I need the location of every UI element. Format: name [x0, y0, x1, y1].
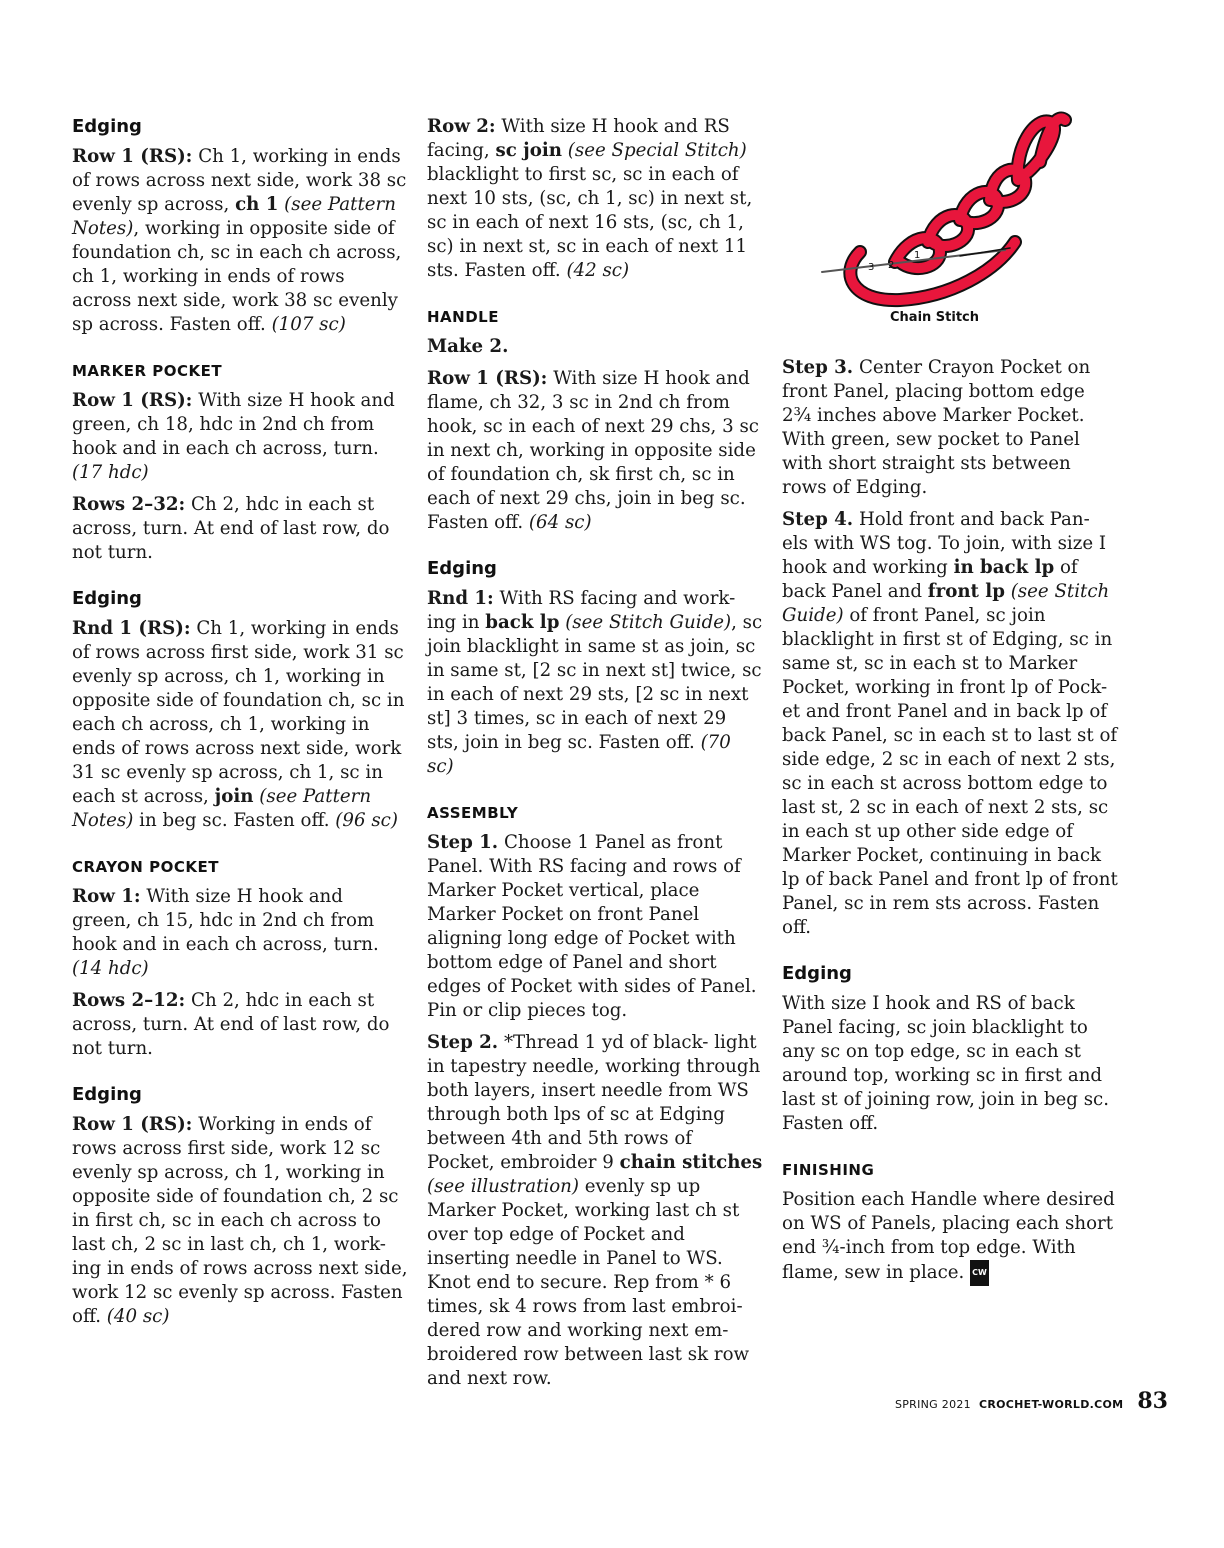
handle-row-1: Row 1 (RS): With size H hook and flame, ch 32, 3 sc in 2nd ch from hook, sc in each of next 29 chs, 3 sc in next ch, working in opposite side of foundation ch, sk first ch, sc in each of next 29 chs, join in beg sc. Fasten off. (64 sc) [427, 368, 759, 533]
marker-pocket-row-1: Row 1 (RS): With size H hook and green, ch 18, hdc in 2nd ch from hook and in each ch across, turn. (17 hdc) [72, 390, 395, 483]
chain-stitch-illustration [800, 102, 1100, 334]
edging-rnd-1: Rnd 1 (RS): Ch 1, working in ends of rows across first side, work 31 sc evenly sp across, ch 1, working in opposite side of foundation ch, sc in each ch across, ch 1, working in ends of rows across next side, work 31 sc evenly sp across, ch 1, sc in each st across, join (see Pattern Notes) in beg sc. Fasten off. (96 sc) [72, 618, 405, 831]
assembly-heading: ASSEMBLY [427, 804, 519, 822]
crayon-pocket-heading: CRAYON POCKET [72, 858, 219, 876]
marker-2: 2 [888, 260, 895, 271]
edging-heading: Edging [72, 116, 142, 137]
site-label: CROCHET-WORLD.COM [978, 1398, 1124, 1411]
edging-row-1: Row 1 (RS): Ch 1, working in ends of rows across next side, work 38 sc evenly sp across, ch 1 (see Pattern Notes), working in opposite side of foundation ch, sc in each ch across, ch 1, working in ends of rows across next side, work 38 sc evenly sp across. Fasten off. (107 sc) [72, 146, 407, 335]
marker-1: 1 [914, 250, 921, 261]
crayon-pocket-row-1: Row 1: With size H hook and green, ch 15, hdc in 2nd ch from hook and in each ch across, turn. (14 hdc) [72, 886, 379, 979]
edging-heading: Edging [427, 558, 497, 579]
finishing-paragraph: Position each Handle where desired on WS of Panels, placing each short end ¾-inch from top edge. With flame, sew in place. CW [782, 1188, 1118, 1286]
crayon-pocket-rows-2-12: Rows 2–12: Ch 2, hdc in each st across, turn. At end of last row, do not turn. [72, 990, 390, 1059]
column-1 [72, 115, 408, 1337]
marker-pocket-rows-2-32: Rows 2–32: Ch 2, hdc in each st across, turn. At end of last row, do not turn. [72, 494, 390, 563]
handle-make: Make 2. [427, 336, 509, 357]
page-number: 83 [1137, 1388, 1168, 1414]
edging-paragraph: With size I hook and RS of back Panel facing, sc join blacklight to any sc on top edge, sc in each st around top, working sc in first and last st of joining row, join in beg sc. Fasten off. [782, 993, 1110, 1134]
assembly-step-4: Step 4. Hold front and back Pan- els with WS tog. To join, with size I hook and working in back lp of back Panel and front lp (see Stitch Guide) of front Panel, sc join blacklight in first st of Edging, sc in same st, sc in each st to Marker Pocket, working in front lp of Pock- et and front Panel and in back lp of back Panel, sc in each st to last st of side edge, 2 sc in each of next 2 sts, sc in each st across bottom edge to last st, 2 sc in each of next 2 sts, sc in each st up other side edge of Marker Pocket, continuing in back lp of back Panel and front lp of front Panel, sc in rem sts across. Fasten off. [782, 509, 1118, 938]
edging-heading: Edging [782, 963, 852, 984]
assembly-step-2: Step 2. *Thread 1 yd of black- light in tapestry needle, working through both layers, insert needle from WS through both lps of sc at Edging between 4th and 5th rows of Pocket, embroider 9 chain stitches (see illustration) evenly sp up Marker Pocket, working last ch st over top edge of Pocket and inserting needle in Panel to WS. Knot end to secure. Rep from * 6 times, sk 4 rows from last embroi- dered row and working next em- broidered row between last sk row and next row. [427, 1032, 763, 1389]
finishing-heading: FINISHING [782, 1161, 875, 1179]
column-3 [782, 356, 1118, 1294]
edging-heading: Edging [72, 1084, 142, 1105]
handle-heading: HANDLE [427, 308, 499, 326]
edging-heading: Edging [72, 588, 142, 609]
issue-label: SPRING 2021 [894, 1398, 971, 1411]
edging-rnd-1: Rnd 1: With RS facing and work- ing in back lp (see Stitch Guide), sc join blacklight in same st as join, sc in same st, [2 sc in next st] twice, sc in each of next 29 sts, [2 sc in next st] 3 times, sc in each of next 29 sts, join in beg sc. Fasten off. (70 sc) [427, 588, 763, 777]
edging-row-1: Row 1 (RS): Working in ends of rows across first side, work 12 sc evenly sp across, ch 1, working in opposite side of foundation ch, 2 sc in first ch, sc in each ch across to last ch, 2 sc in last ch, ch 1, work- ing in ends of rows across next side, work 12 sc evenly sp across. Fasten off. (40 sc) [72, 1114, 408, 1327]
marker-pocket-heading: MARKER POCKET [72, 362, 223, 380]
column-2 [427, 115, 763, 1399]
assembly-step-3: Step 3. Center Crayon Pocket on front Panel, placing bottom edge 2¾ inches above Marker Pocket. With green, sew pocket to Panel with short straight sts between rows of Edging. [782, 357, 1091, 498]
yarn-chain [822, 118, 1065, 300]
marker-3: 3 [868, 262, 875, 273]
figure-caption: Chain Stitch [890, 310, 980, 325]
assembly-step-1: Step 1. Choose 1 Panel as front Panel. With RS facing and rows of Marker Pocket vertical, place Marker Pocket on front Panel aligning long edge of Pocket with bottom edge of Panel and short edges of Pocket with sides of Panel. Pin or clip pieces tog. [427, 832, 757, 1021]
page-footer [895, 1388, 1168, 1414]
cw-end-mark: CW [970, 1260, 989, 1286]
row-2-paragraph: Row 2: With size H hook and RS facing, sc join (see Special Stitch) blacklight to first sc, sc in each of next 10 sts, (sc, ch 1, sc) in next st, sc in each of next 16 sts, (sc, ch 1, sc) in next st, sc in each of next 11 sts. Fasten off. (42 sc) [427, 116, 753, 281]
